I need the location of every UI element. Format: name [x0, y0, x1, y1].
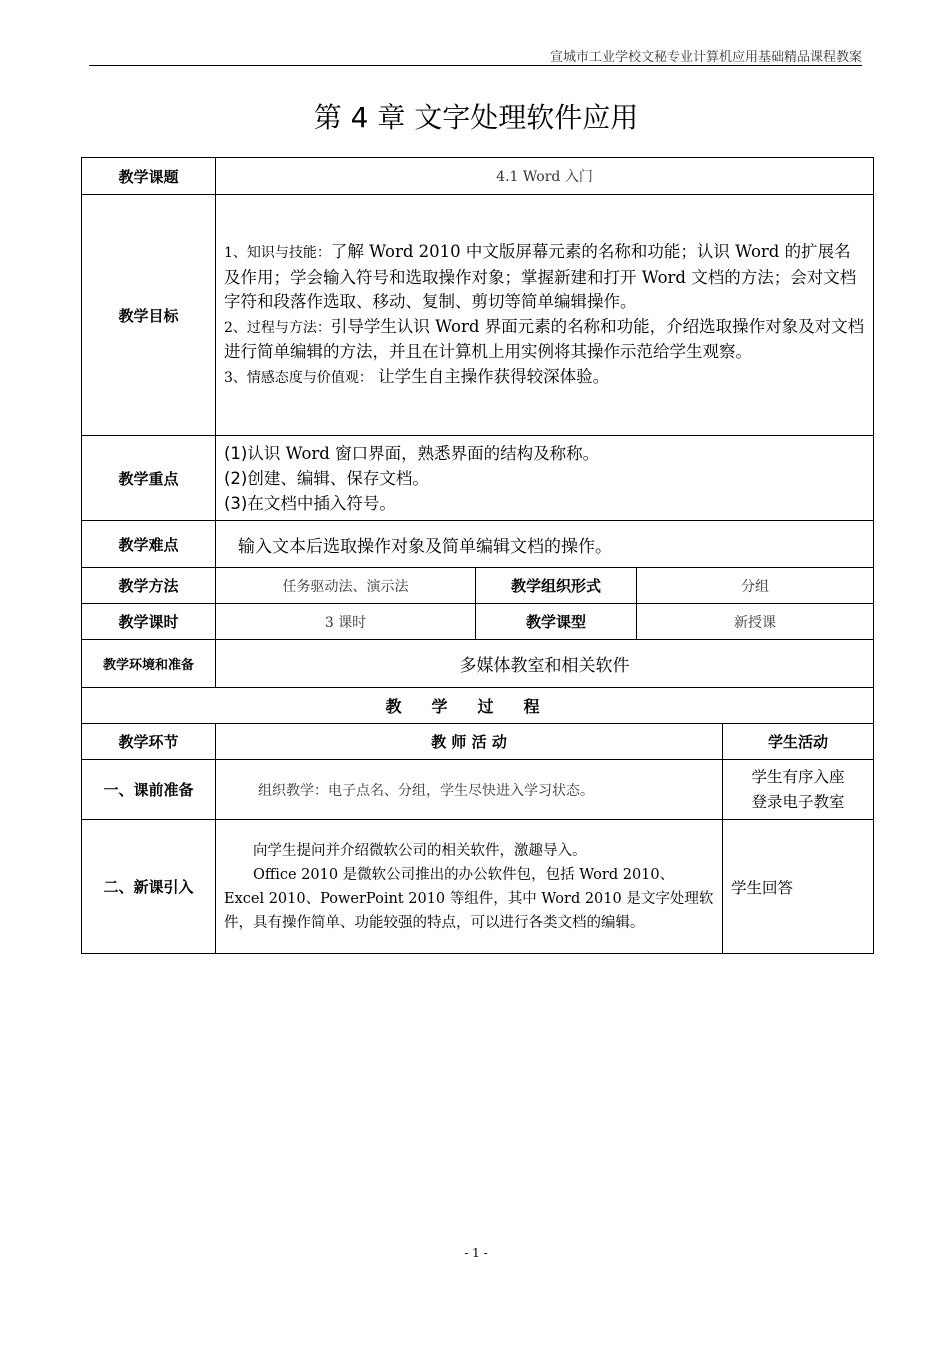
row-method — [82, 568, 874, 604]
col-stage-header: 教学环节 — [82, 724, 216, 760]
goal-label: 教学目标 — [82, 195, 216, 436]
page-header: 宣城市工业学校文秘专业计算机应用基础精品课程教案 — [549, 50, 862, 65]
difficulty-value: 输入文本后选取操作对象及简单编辑文档的操作。 — [216, 521, 874, 568]
student-cell — [723, 820, 874, 954]
header-rule — [89, 65, 862, 66]
process-title: 教学过程 — [82, 688, 874, 724]
teacher-cell — [216, 760, 723, 820]
process-row — [82, 760, 874, 820]
student-line: 登录电子教室 — [751, 792, 845, 811]
goal-item: 2、过程与方法：引导学生认识 Word 界面元素的名称和功能，介绍选取操作对象及对文档进行简单编辑的方法，并且在计算机上用实例将其操作示范给学生观察。 — [224, 316, 865, 361]
row-difficulty — [82, 521, 874, 568]
hours-label: 教学课时 — [82, 604, 216, 640]
page-number: - 1 - — [464, 1246, 488, 1260]
lesson-plan-table — [81, 157, 874, 954]
stage-cell: 一、课前准备 — [82, 760, 216, 820]
org-value: 分组 — [637, 568, 874, 604]
key-point-item: (3)在文档中插入符号。 — [224, 493, 396, 513]
key-points — [216, 436, 874, 521]
org-label: 教学组织形式 — [476, 568, 637, 604]
row-process-title — [82, 688, 874, 724]
teacher-line: 向学生提问并介绍微软公司的相关软件，激趣导入。 — [253, 842, 587, 859]
row-goals — [82, 195, 874, 436]
teacher-cell — [216, 820, 723, 954]
method-value: 任务驱动法、演示法 — [216, 568, 476, 604]
chapter-title: 第 4 章 文字处理软件应用 — [313, 101, 639, 134]
env-value: 多媒体教室和相关软件 — [216, 640, 874, 688]
row-process-header — [82, 724, 874, 760]
stage-cell: 二、新课引入 — [82, 820, 216, 954]
col-teacher-header: 教 师 活 动 — [216, 724, 723, 760]
col-student-header: 学生活动 — [723, 724, 874, 760]
row-topic — [82, 158, 874, 195]
topic-value: 4.1 Word 入门 — [216, 158, 874, 195]
hours-value: 3 课时 — [216, 604, 476, 640]
row-environment — [82, 640, 874, 688]
goal-item: 1、知识与技能：了解 Word 2010 中文版屏幕元素的名称和功能；认识 Word 的扩展名及作用；学会输入符号和选取操作对象；掌握新建和打开 Word 文档的方法；会对文档字符和段落作选取、移动、复制、剪切等简单编辑操作。 — [224, 242, 857, 311]
type-value: 新授课 — [637, 604, 874, 640]
key-point-item: (2)创建、编辑、保存文档。 — [224, 468, 429, 488]
row-key-points — [82, 436, 874, 521]
key-point-item: (1)认识 Word 窗口界面，熟悉界面的结构及称称。 — [224, 443, 600, 463]
difficulty-label: 教学难点 — [82, 521, 216, 568]
key-label: 教学重点 — [82, 436, 216, 521]
type-label: 教学课型 — [476, 604, 637, 640]
teacher-line: 组织教学：电子点名、分组，学生尽快进入学习状态。 — [258, 782, 594, 799]
method-label: 教学方法 — [82, 568, 216, 604]
topic-label: 教学课题 — [82, 158, 216, 195]
student-cell — [723, 760, 874, 820]
row-hours — [82, 604, 874, 640]
student-line: 学生回答 — [731, 878, 794, 897]
env-label: 教学环境和准备 — [82, 640, 216, 688]
process-row — [82, 820, 874, 954]
goal-item: 3、情感态度与价值观： 让学生自主操作获得较深体验。 — [224, 366, 610, 386]
goal-content — [216, 195, 874, 436]
student-line: 学生有序入座 — [751, 767, 845, 786]
teacher-line: Office 2010 是微软公司推出的办公软件包，包括 Word 2010、Excel 2010、PowerPoint 2010 等组件，其中 Word 2010 是文字处理软件，具有操作简单、功能较强的特点，可以进行各类文档的编辑。 — [224, 866, 714, 931]
